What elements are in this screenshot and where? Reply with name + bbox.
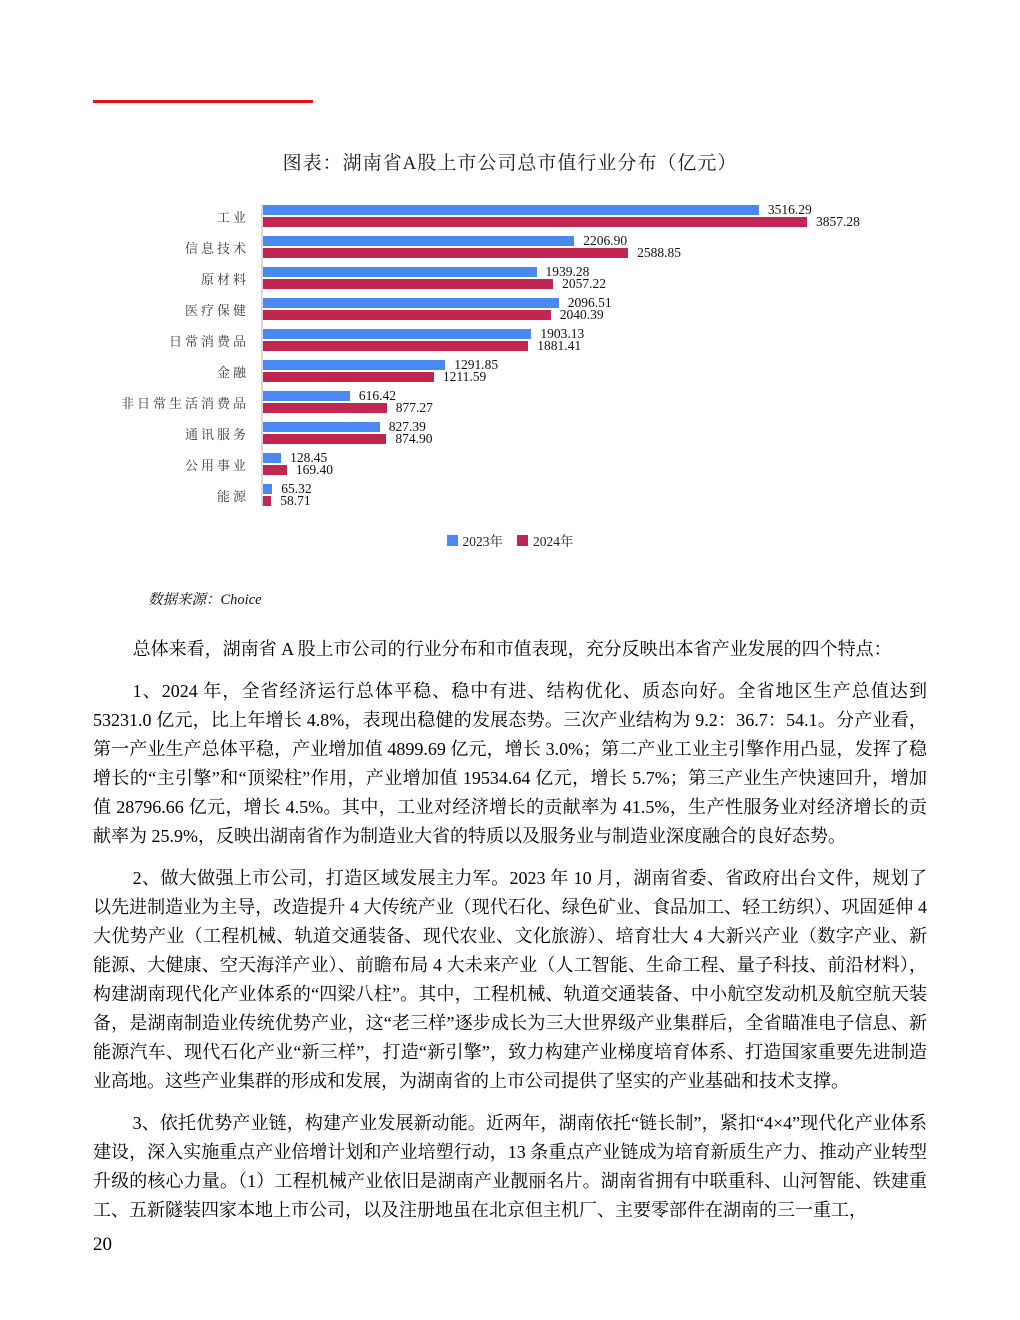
chart-bar-line xyxy=(263,245,681,260)
chart-category-label: 非日常生活消费品 xyxy=(120,395,249,411)
bar-value-label: 1211.59 xyxy=(442,369,487,384)
chart-category-group xyxy=(93,388,927,415)
chart-bar-line xyxy=(263,276,606,291)
bar-value-label: 877.27 xyxy=(395,400,433,415)
bar-value-label: 65.32 xyxy=(281,481,312,496)
paragraph-1: 1、2024 年，全省经济运行总体平稳、稳中有进、结构优化、质态向好。全省地区生产总值达到 53231.0 亿元，比上年增长 4.8%，表现出稳健的发展态势。三次产业结构为 9.2：36.7：54.1。分产业看，第一产业生产总体平稳，产业增加值 4899.69 亿元，增长 3.0%；第二产业工业主引擎作用凸显，发挥了稳增长的“主引擎”和“顶梁柱”作用，产业增加值 19534.64 亿元，增长 5.7%；第三产业生产快速回升，增加值 28796.66 亿元，增长 4.5%。其中，工业对经济增长的贡献率为 41.5%，生产性服务业对经济增长的贡献率为 25.9%，反映出湖南省作为制造业大省的特质以及服务业与制造业深度融合的良好态势。 xyxy=(93,681,927,846)
bar-2024年 xyxy=(263,465,287,475)
chart-bar-pair xyxy=(261,419,433,446)
chart-category-label: 通讯服务 xyxy=(184,426,249,442)
chart-category-label: 能源 xyxy=(216,488,249,504)
bar-value-label: 2057.22 xyxy=(562,276,606,291)
bar-2024年 xyxy=(263,310,551,320)
bar-chart xyxy=(93,202,927,508)
chart-bar-pair xyxy=(261,295,612,322)
bar-2023年 xyxy=(263,205,759,215)
bar-2024年 xyxy=(263,341,528,351)
bar-value-label: 616.42 xyxy=(358,388,397,403)
chart-bar-line xyxy=(263,233,681,248)
bar-value-label: 2588.85 xyxy=(637,245,681,260)
legend-item-2023年 xyxy=(447,530,504,550)
chart-category-label: 公用事业 xyxy=(184,457,249,473)
paragraph-2: 2、做大做强上市公司，打造区域发展主力军。2023 年 10 月，湖南省委、省政府出台文件，规划了以先进制造业为主导，改造提升 4 大传统产业（现代石化、绿色矿业、食品加工、轻工纺织）、巩固延伸 4 大优势产业（工程机械、轨道交通装备、现代农业、文化旅游）、培育壮大 4 大新兴产业（数字产业、新能源、大健康、空天海洋产业）、前瞻布局 4 大未来产业（人工智能、生命工程、量子科技、前沿材料），构建湖南现代化产业体系的“四梁八柱”。其中，工程机械、轨道交通装备、中小航空发动机及航空航天装备，是湖南制造业传统优势产业，这“老三样”逐步成长为三大世界级产业集群后，全省瞄准电子信息、新能源汽车、现代石化产业“新三样”，打造“新引擎”，致力构建产业梯度培育体系、打造国家重要先进制造业高地。这些产业集群的形成和发展，为湖南省的上市公司提供了坚实的产业基础和技术支撑。 xyxy=(93,868,927,1091)
bar-2024年 xyxy=(263,403,387,413)
paragraph-3: 3、依托优势产业链，构建产业发展新动能。近两年，湖南依托“链长制”，紧扣“4×4”现代化产业体系建设，深入实施重点产业倍增计划和产业培塑行动，13 条重点产业链成为培育新质生产力、推动产业转型升级的核心力量。（1）工程机械产业依旧是湖南产业靓丽名片。湖南省拥有中联重科、山河智能、铁建重工、五新隧装四家本地上市公司，以及注册地虽在北京但主机厂、主要零部件在湖南的三一重工， xyxy=(93,1113,927,1220)
chart-title: 图表：湖南省A股上市公司总市值行业分布（亿元） xyxy=(282,153,738,174)
chart-bar-line xyxy=(263,326,585,341)
chart-bar-pair xyxy=(261,202,860,229)
legend-swatch-icon xyxy=(447,535,458,546)
chart-category-label: 医疗保健 xyxy=(184,302,249,318)
chart-category-group xyxy=(93,326,927,353)
chart-legend xyxy=(93,530,927,550)
chart-bar-line xyxy=(263,307,612,322)
bar-value-label: 2096.51 xyxy=(567,295,612,310)
chart-category-label: 原材料 xyxy=(200,271,249,287)
chart-bar-pair xyxy=(261,233,681,260)
chart-bar-pair xyxy=(261,450,334,477)
chart-bar-line xyxy=(263,462,334,477)
page-content xyxy=(93,148,927,1225)
bar-value-label: 1291.85 xyxy=(454,357,499,372)
bar-value-label: 3857.28 xyxy=(816,214,860,229)
bar-value-label: 1903.13 xyxy=(540,326,585,341)
bar-2024年 xyxy=(263,217,807,227)
chart-bar-pair xyxy=(261,481,312,508)
chart-bar-pair xyxy=(261,264,606,291)
chart-category-label: 日常消费品 xyxy=(168,333,249,349)
chart-rows xyxy=(93,202,927,508)
bar-value-label: 827.39 xyxy=(388,419,426,434)
bar-2023年 xyxy=(263,484,272,494)
chart-bar-line xyxy=(263,431,433,446)
chart-category-group xyxy=(93,233,927,260)
bar-2024年 xyxy=(263,496,271,506)
chart-category-group xyxy=(93,295,927,322)
chart-category-label: 信息技术 xyxy=(184,240,249,256)
header-rule xyxy=(93,100,313,103)
chart-category-group xyxy=(93,357,927,384)
bar-2024年 xyxy=(263,279,553,289)
chart-bar-line xyxy=(263,493,312,508)
bar-2023年 xyxy=(263,391,350,401)
chart-bar-line xyxy=(263,400,433,415)
legend-label: 2023年 xyxy=(462,534,503,549)
chart-bar-line xyxy=(263,264,606,279)
bar-2023年 xyxy=(263,267,537,277)
chart-category-group xyxy=(93,481,927,508)
bar-2023年 xyxy=(263,453,281,463)
chart-category-group xyxy=(93,264,927,291)
bar-value-label: 874.90 xyxy=(395,431,433,446)
bar-2023年 xyxy=(263,329,531,339)
legend-label: 2024年 xyxy=(533,534,574,549)
chart-bar-line xyxy=(263,202,860,217)
chart-block xyxy=(93,148,927,550)
bar-2024年 xyxy=(263,248,628,258)
chart-bar-line xyxy=(263,214,860,229)
data-source-note: 数据来源：Choice xyxy=(148,592,262,608)
bar-value-label: 128.45 xyxy=(290,450,328,465)
intro-paragraph: 总体来看，湖南省 A 股上市公司的行业分布和市值表现，充分反映出本省产业发展的四个特点： xyxy=(132,639,892,659)
body-text xyxy=(93,635,927,1225)
chart-bar-pair xyxy=(261,357,499,384)
chart-bar-pair xyxy=(261,388,433,415)
bar-value-label: 58.71 xyxy=(280,493,311,508)
legend-swatch-icon xyxy=(517,535,528,546)
bar-value-label: 2206.90 xyxy=(583,233,628,248)
bar-2023年 xyxy=(263,298,559,308)
bar-2024年 xyxy=(263,434,386,444)
chart-bar-line xyxy=(263,338,584,353)
page-number: 20 xyxy=(93,1234,112,1255)
bar-value-label: 169.40 xyxy=(295,462,334,477)
chart-category-group xyxy=(93,419,927,446)
chart-category-group xyxy=(93,450,927,477)
bar-2023年 xyxy=(263,236,574,246)
chart-category-label: 工业 xyxy=(216,209,249,225)
chart-axis-line xyxy=(261,205,263,506)
chart-category-label: 金融 xyxy=(216,364,249,380)
legend-item-2024年 xyxy=(517,530,574,550)
chart-category-group xyxy=(93,202,927,229)
bar-value-label: 1939.28 xyxy=(545,264,590,279)
bar-value-label: 2040.39 xyxy=(559,307,604,322)
bar-value-label: 3516.29 xyxy=(767,202,812,217)
bar-2024年 xyxy=(263,372,434,382)
bar-value-label: 1881.41 xyxy=(537,338,582,353)
bar-2023年 xyxy=(263,360,445,370)
bar-2023年 xyxy=(263,422,380,432)
chart-bar-pair xyxy=(261,326,585,353)
chart-bar-line xyxy=(263,369,498,384)
